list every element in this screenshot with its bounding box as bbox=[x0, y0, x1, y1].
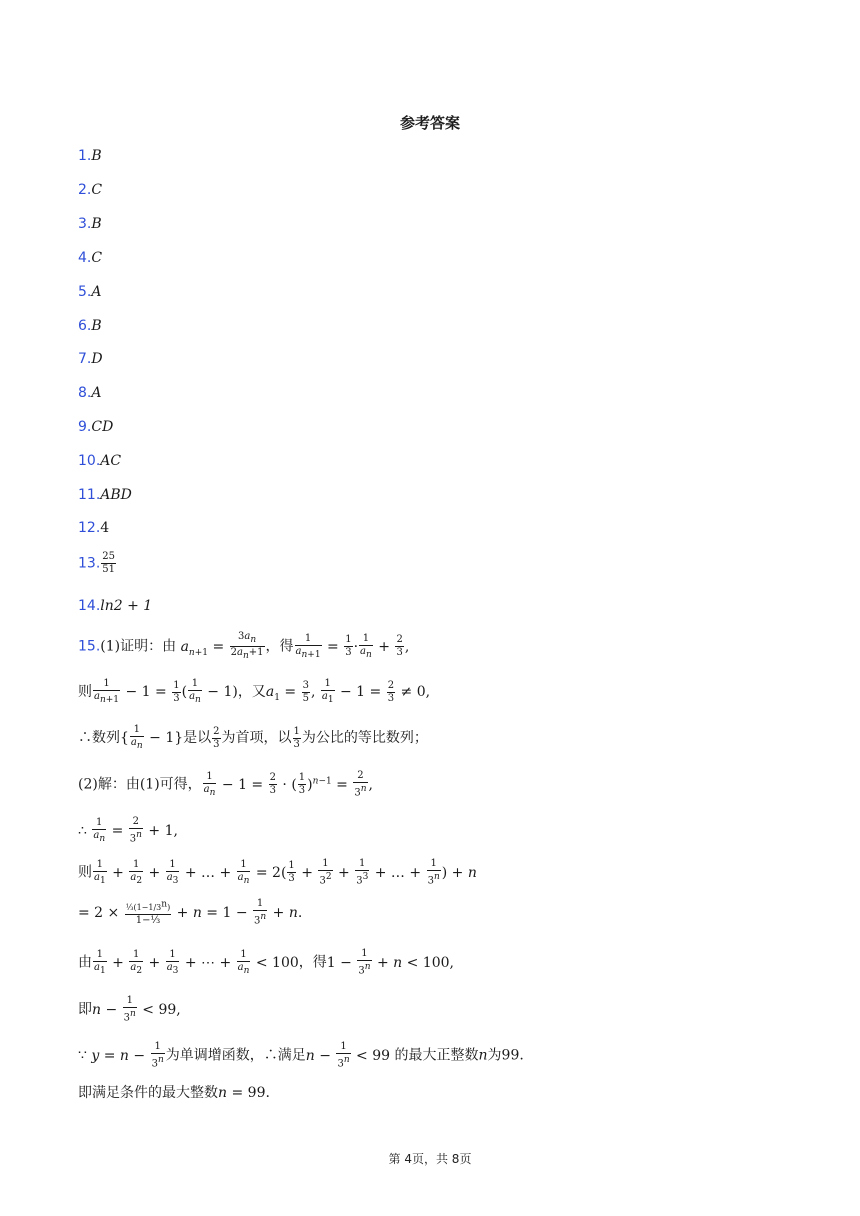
solution-line: ∴ $\frac{1}{a_n}$ = $\frac{2}{3^n}$ + 1, bbox=[78, 816, 178, 845]
answer-item: 2.C bbox=[78, 182, 103, 198]
solution-line: 则 $\frac{1}{a_{n+1}}$ − 1 = $\frac{1}{3}$ ( $\frac{1}{a_n}$ − 1)，又$a_1$ = $\frac{3}{5}$ , $\frac{1}{a_1}$ − 1 = $\frac{2}{3}$ ≠ 0, bbox=[78, 678, 431, 705]
solution-line: ∵ y = n − $\frac{1}{3^n}$ 为单调增函数，∴满足n − $\frac{1}{3^n}$ < 99 的最大正整数n为99. bbox=[78, 1041, 524, 1070]
answer-item: 4.C bbox=[78, 250, 103, 266]
answer-item: 1.B bbox=[78, 148, 102, 164]
solution-line: 由 $\frac{1}{a_1}$ + $\frac{1}{a_2}$ + $\frac{1}{a_3}$ + ⋯ + $\frac{1}{a_n}$ < 100，得1 − $\frac{1}{3^n}$ + n < 100, bbox=[78, 948, 454, 977]
page-title: 参考答案 bbox=[399, 114, 460, 132]
solution-line: ∴数列{ $\frac{1}{a_n}$ − 1}是以 $\frac{2}{3}$ 为首项，以 $\frac{1}{3}$ 为公比的等比数列； bbox=[78, 724, 428, 751]
solution-line: (2)解：由(1)可得， $\frac{1}{a_n}$ − 1 = $\frac{2}{3}$ · ( $\frac{1}{3}$ )$^{n-1}$ = $\frac{2}{3^n}$ , bbox=[78, 770, 373, 799]
answer-item: 10.AC bbox=[78, 453, 122, 469]
answer-item: 9.CD bbox=[78, 419, 114, 435]
answer-item: 5.A bbox=[78, 284, 102, 300]
answer-item: 12.4 bbox=[78, 520, 110, 536]
answer-item: 8.A bbox=[78, 385, 102, 401]
solution-line: 则 $\frac{1}{a_1}$ + $\frac{1}{a_2}$ + $\frac{1}{a_3}$ + … + $\frac{1}{a_n}$ = 2( $\frac{1}{3}$ + $\frac{1}{3^2}$ + $\frac{1}{3^3}$ + … + $\frac{1}{3^n}$ ) + n bbox=[78, 858, 477, 887]
answer-item: 13. $\frac{25}{51}$ bbox=[78, 551, 115, 575]
page-footer: 第 4页，共 8页 bbox=[388, 1152, 472, 1166]
solution-line: = 2 × $\frac{\frac{1}{3}(1-1/3^n)}{\text{1−⅓}}$ + n = 1 − $\frac{1}{3^n}$ + n. bbox=[78, 898, 303, 927]
answer-item: 3.B bbox=[78, 216, 102, 232]
fraction: $\frac{25}{51}$ bbox=[102, 551, 115, 575]
answer-item: 14.ln2 + 1 bbox=[78, 598, 153, 614]
answer-item: 11.ABD bbox=[78, 487, 132, 503]
solution-line: 即满足条件的最大整数n = 99. bbox=[78, 1085, 270, 1101]
solution-line: 15.(1)证明：由 $a_{n+1}$ = $\frac{3a_n}{2a_n+1}$ ，得 $\frac{1}{a_{n+1}}$ = $\frac{1}{3}$ · $\frac{1}{a_n}$ + $\frac{2}{3}$ , bbox=[78, 631, 410, 661]
answer-item: 6.B bbox=[78, 318, 102, 334]
answer-item: 7.D bbox=[78, 351, 103, 367]
solution-line: 即n − $\frac{1}{3^n}$ < 99, bbox=[78, 995, 181, 1024]
